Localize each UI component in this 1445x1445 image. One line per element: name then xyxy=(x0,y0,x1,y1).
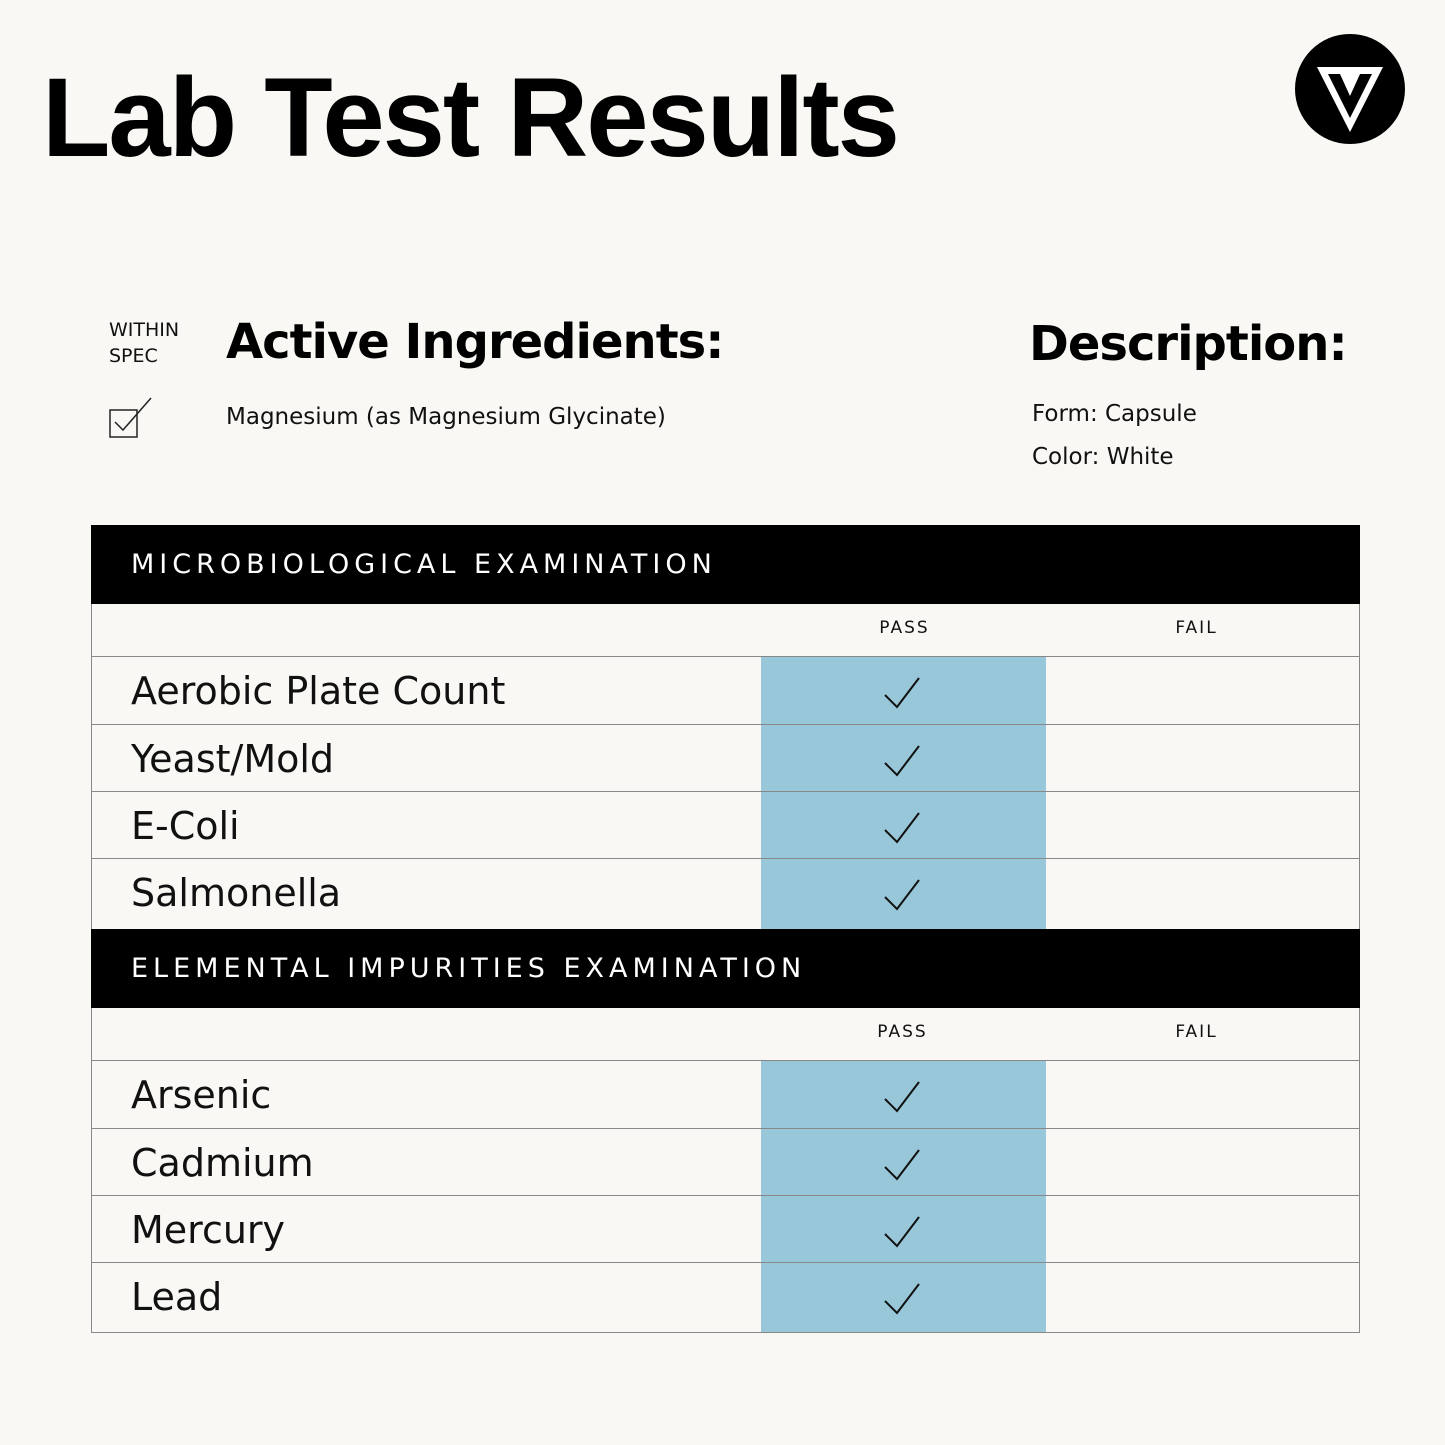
section-header-elemental-impurities: ELEMENTAL IMPURITIES EXAMINATION xyxy=(91,929,1360,1008)
table-row xyxy=(91,792,1360,859)
fail-column-header: FAIL xyxy=(1175,618,1218,638)
pass-check-icon xyxy=(884,1079,920,1113)
pass-column-header: PASS xyxy=(877,1022,928,1042)
within-spec-checkbox-icon xyxy=(109,396,153,438)
table-row xyxy=(91,859,1360,929)
test-name: E-Coli xyxy=(131,804,240,848)
table-row xyxy=(91,657,1360,725)
pass-check-icon xyxy=(884,810,920,844)
table-row xyxy=(91,1061,1360,1129)
table-row xyxy=(91,1196,1360,1263)
test-name: Lead xyxy=(131,1275,223,1319)
brand-logo-icon xyxy=(1295,34,1405,144)
pass-column-header: PASS xyxy=(879,618,930,638)
section-header-microbiological: MICROBIOLOGICAL EXAMINATION xyxy=(91,525,1360,604)
table-row xyxy=(91,725,1360,792)
column-header-row xyxy=(91,1008,1360,1061)
pass-check-icon xyxy=(884,675,920,709)
test-name: Yeast/Mold xyxy=(131,737,335,781)
pass-check-icon xyxy=(884,1281,920,1315)
test-name: Mercury xyxy=(131,1208,286,1252)
description-heading: Description: xyxy=(1029,316,1347,372)
within-spec-label: WITHIN SPEC xyxy=(109,319,180,367)
pass-check-icon xyxy=(884,1214,920,1248)
active-ingredient-item: Magnesium (as Magnesium Glycinate) xyxy=(226,404,666,430)
column-header-row xyxy=(91,604,1360,657)
test-name: Salmonella xyxy=(131,871,342,915)
pass-check-icon xyxy=(884,743,920,777)
table-row xyxy=(91,1129,1360,1196)
pass-check-icon xyxy=(884,1147,920,1181)
description-color: Color: White xyxy=(1032,444,1174,470)
description-form: Form: Capsule xyxy=(1032,401,1197,427)
fail-column-header: FAIL xyxy=(1175,1022,1218,1042)
test-name: Cadmium xyxy=(131,1141,314,1185)
table-row xyxy=(91,1263,1360,1333)
active-ingredients-heading: Active Ingredients: xyxy=(226,314,724,370)
test-name: Aerobic Plate Count xyxy=(131,669,506,713)
test-name: Arsenic xyxy=(131,1073,272,1117)
pass-check-icon xyxy=(884,877,920,911)
page-title: Lab Test Results xyxy=(42,55,898,180)
